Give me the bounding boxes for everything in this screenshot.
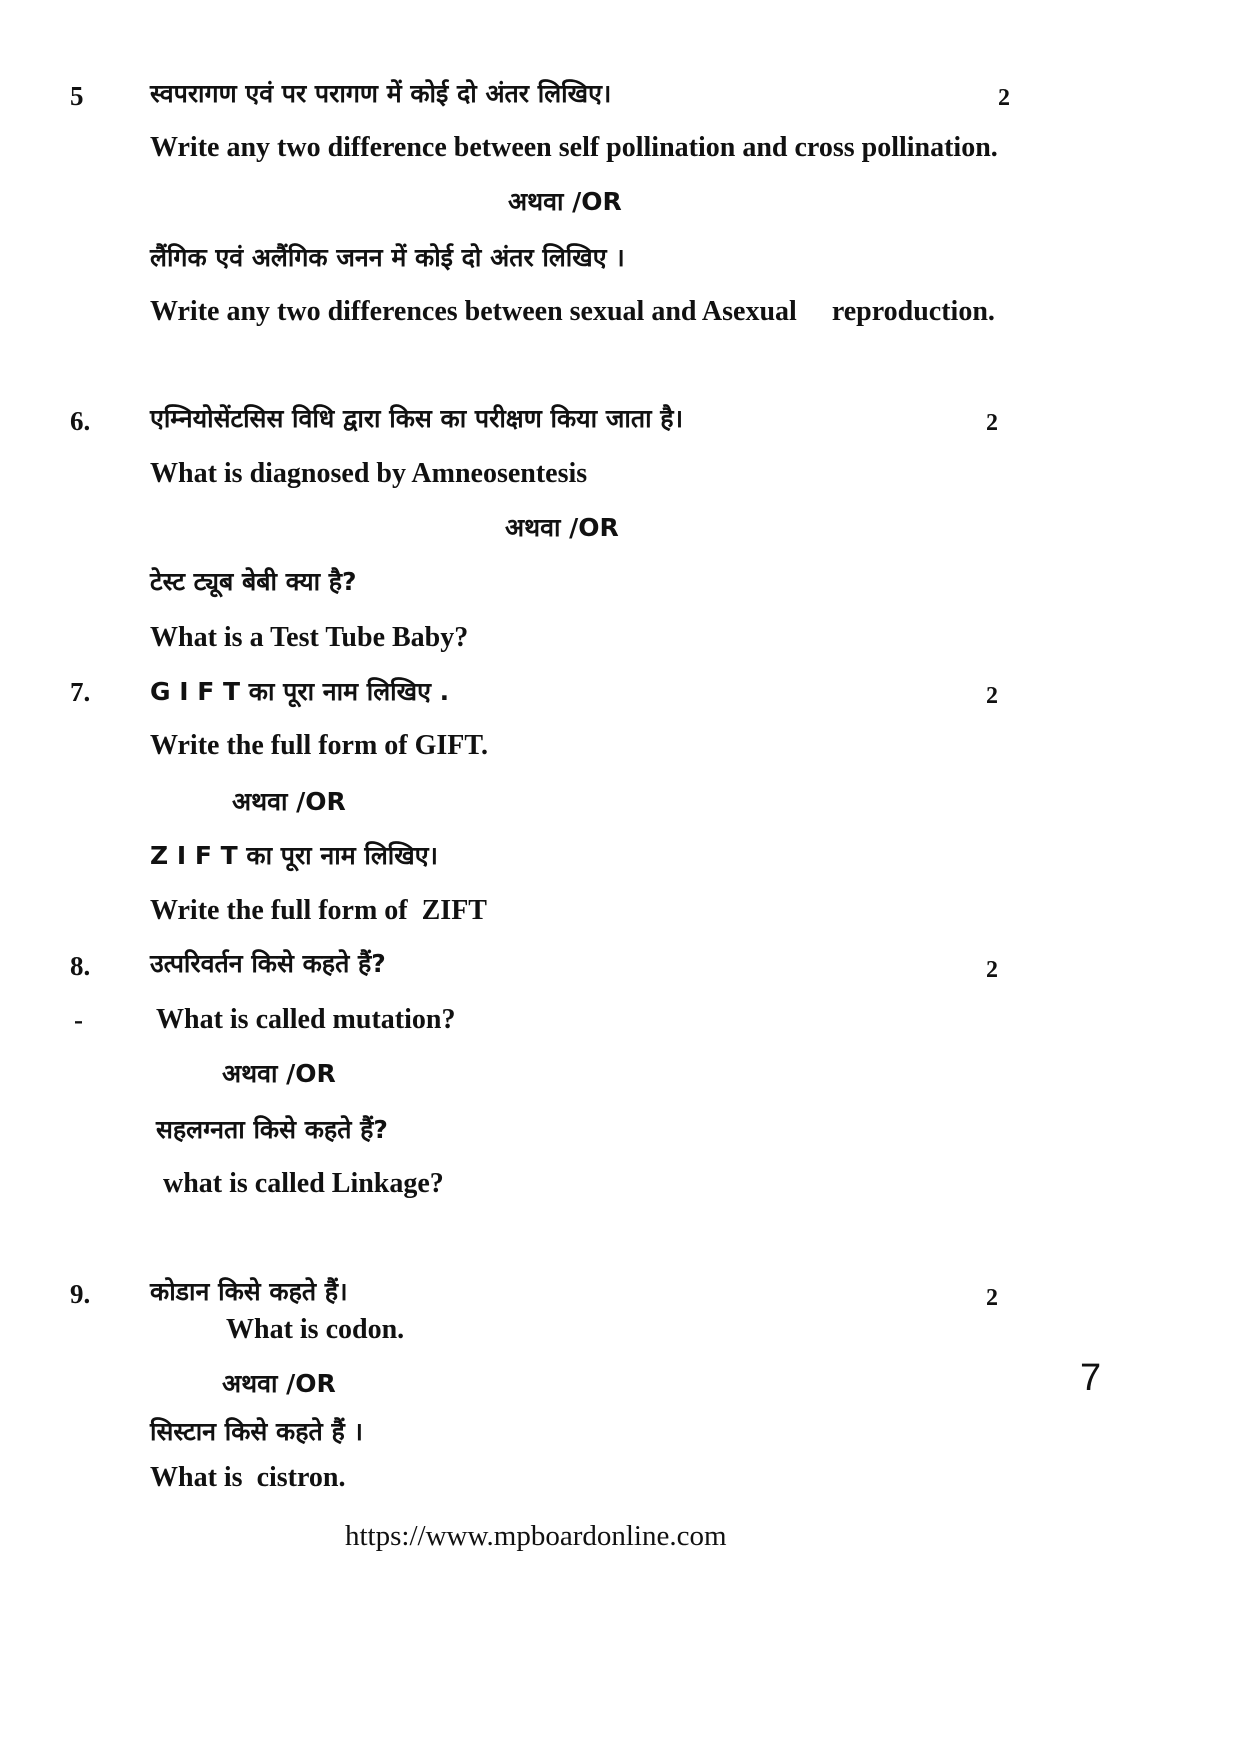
footer-url-link[interactable]: https://www.mpboardonline.com — [345, 1520, 727, 1552]
question-8-marks: 2 — [986, 957, 998, 983]
question-5-marks: 2 — [998, 85, 1010, 111]
question-6-or-label: अथवा /OR — [505, 513, 619, 542]
question-7-english-text: Write the full form of GIFT. — [150, 730, 489, 761]
question-7-hindi-text: G I F T का पूरा नाम लिखिए . — [150, 677, 450, 706]
question-7-number: 7. — [70, 677, 91, 707]
question-7-marks: 2 — [986, 683, 998, 709]
question-5-english-text: Write any two difference between self pollination and cross pollination. — [150, 132, 998, 163]
question-8-english-text: What is called mutation? — [156, 1004, 456, 1035]
question-5-alt-english-text: Write any two differences between sexual and Asexual reproduction. — [150, 296, 995, 327]
question-5-number: 5 — [70, 81, 84, 111]
question-9-alt-english-text: What is cistron. — [150, 1462, 346, 1493]
question-6-number: 6. — [70, 406, 91, 436]
question-5-hindi-text: स्वपरागण एवं पर परागण में कोई दो अंतर लिखिए। — [150, 79, 612, 108]
page-number: 7 — [1080, 1357, 1102, 1399]
question-5-or-label: अथवा /OR — [508, 187, 622, 216]
question-7-or-label: अथवा /OR — [232, 787, 346, 816]
question-8-alt-hindi-text: सहलग्नता किसे कहते हैं? — [156, 1115, 388, 1144]
question-6-marks: 2 — [986, 410, 998, 436]
question-8-or-label: अथवा /OR — [222, 1059, 336, 1088]
question-8-number: 8. — [70, 951, 91, 981]
question-9-alt-hindi-text: सिस्टान किसे कहते हैं । — [150, 1417, 363, 1446]
question-6-alt-hindi-text: टेस्ट ट्यूब बेबी क्या है? — [150, 567, 357, 596]
question-6-alt-english-text: What is a Test Tube Baby? — [150, 622, 469, 653]
question-8-alt-english-text: what is called Linkage? — [163, 1168, 444, 1199]
question-8-hindi-text: उत्परिवर्तन किसे कहते हैं? — [150, 949, 386, 978]
question-9-number: 9. — [70, 1279, 91, 1309]
question-7-alt-english-text: Write the full form of ZIFT — [150, 895, 487, 926]
question-9-or-label: अथवा /OR — [222, 1369, 336, 1398]
question-9-marks: 2 — [986, 1285, 998, 1311]
question-6-hindi-text: एम्नियोसेंटसिस विधि द्वारा किस का परीक्षण किया जाता है। — [150, 404, 684, 433]
question-9-hindi-text: कोडान किसे कहते हैं। — [150, 1277, 348, 1306]
question-9-english-text: What is codon. — [226, 1314, 405, 1345]
stray-mark: - — [74, 1005, 83, 1035]
question-6-english-text: What is diagnosed by Amneosentesis — [150, 458, 588, 489]
question-5-alt-hindi-text: लैंगिक एवं अलैंगिक जनन में कोई दो अंतर लिखिए । — [150, 243, 625, 272]
question-7-alt-hindi-text: Z I F T का पूरा नाम लिखिए। — [150, 841, 439, 870]
